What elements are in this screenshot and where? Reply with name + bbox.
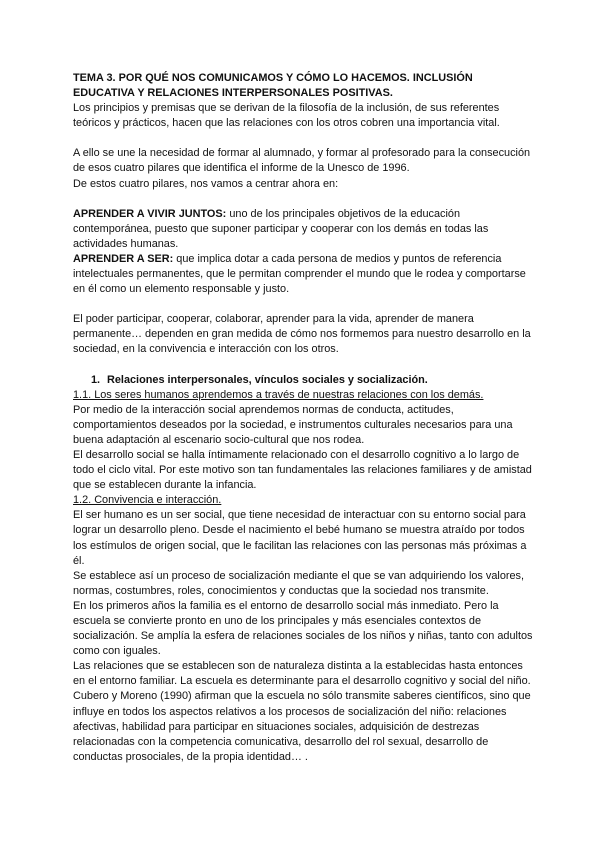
unesco-paragraph: A ello se une la necesidad de formar al alumnado, y formar al profesorado para la consecución de esos cuatro pilares que identifica el informe de la Unesco de 1996. [73, 147, 531, 175]
paragraph-socialization: Se establece así un proceso de socialización mediante el que se van adquiriendo los valores, normas, costumbres, roles, conocimientos y conductas que la sociedad nos transmite. [73, 569, 525, 597]
intro-paragraph: Los principios y premisas que se derivan de la filosofía de la inclusión, de sus referentes teóricos y prácticos, hacen que las relaciones con los otros cobren una importancia vital. [73, 102, 500, 130]
title-line-1: TEMA 3. POR QUÉ NOS COMUNICAMOS Y CÓMO LO HACEMOS. INCLUSIÓN [73, 72, 473, 84]
section-1-number: 1. [91, 373, 101, 386]
paragraph-school-relations: Las relaciones que se establecen son de naturaleza distinta a la establecidas hasta entonces en el entorno familiar. La escuela es determinante para el desarrollo cognitivo y social del niño. [73, 660, 531, 688]
paragraph-social-being: El ser humano es un ser social, que tiene necesidad de interactuar con su entorno social para lograr un desarrollo pleno. Desde el nacimiento el bebé humano se muestra atraído por todos los estímulos de origen social, que le facilitan las relaciones con las personas más próximas a él. [73, 509, 527, 567]
section-1-title: Relaciones interpersonales, vínculos sociales y socialización. [107, 373, 428, 386]
title-line-2: EDUCATIVA Y RELACIONES INTERPERSONALES POSITIVAS. [73, 87, 393, 100]
subsection-1-2-heading: 1.2. Convivencia e interacción. [73, 494, 222, 507]
pillar-live-together-text: uno de los principales objetivos de la educación contemporánea, puesto que suponer participar y cooperar con los demás en todas las actividades humanas. [73, 207, 489, 250]
section-1-heading [73, 373, 533, 388]
pillar-to-be-label: APRENDER A SER: [73, 252, 174, 265]
document-title [73, 71, 533, 101]
paragraph-family-school: En los primeros años la familia es el entorno de desarrollo social más inmediato. Pero la escuela se convierte pronto en uno de los principales y más esenciales contextos de socialización. Se amplía la esfera de relaciones sociales de los niños y niñas, tanto con adultos como con iguales. [73, 599, 533, 658]
subsection-1-1-heading: 1.1. Los seres humanos aprendemos a través de nuestras relaciones con los demás. [73, 388, 484, 401]
pillar-to-be [73, 252, 533, 297]
pillars-paragraph: De estos cuatro pilares, nos vamos a centrar ahora en: [73, 177, 339, 190]
document-page [73, 71, 533, 765]
paragraph-cubero-moreno: Cubero y Moreno (1990) afirman que la escuela no sólo transmite saberes científicos, sino que influye en todos los aspectos relativos a los procesos de socialización del niño: relaciones afectivas, habilidad para participar en situaciones sociales, adquisición de destrezas relacionadas con la competencia comunicativa, desarrollo del rol sexual, desarrollo de conductas prosociales, de la propia identidad… . [73, 690, 531, 763]
participate-paragraph: El poder participar, cooperar, colaborar, aprender para la vida, aprender de manera permanente… dependen en gran medida de cómo nos formemos para nuestro desarrollo en la sociedad, en la convivencia e interacción con los otros. [73, 313, 531, 356]
paragraph-social-development: El desarrollo social se halla íntimamente relacionado con el desarrollo cognitivo a lo largo de todo el ciclo vital. Por este motivo son tan fundamentales las relaciones familiares y de amistad que se establecen durante la infancia. [73, 448, 532, 492]
pillar-live-together [73, 207, 533, 252]
pillar-to-be-text: que implica dotar a cada persona de medios y puntos de referencia intelectuales permanentes, que le permitan comprender el mundo que le rodea y comportarse en él como un elemento responsable y justo. [73, 252, 526, 296]
paragraph-social-interaction: Por medio de la interacción social aprendemos normas de conducta, actitudes, comportamientos deseados por la sociedad, e instrumentos culturales necesarios para una buena adaptación al escenario socio-cultural que nos rodea. [73, 403, 513, 446]
pillar-live-together-label: APRENDER A VIVIR JUNTOS: [73, 207, 227, 220]
